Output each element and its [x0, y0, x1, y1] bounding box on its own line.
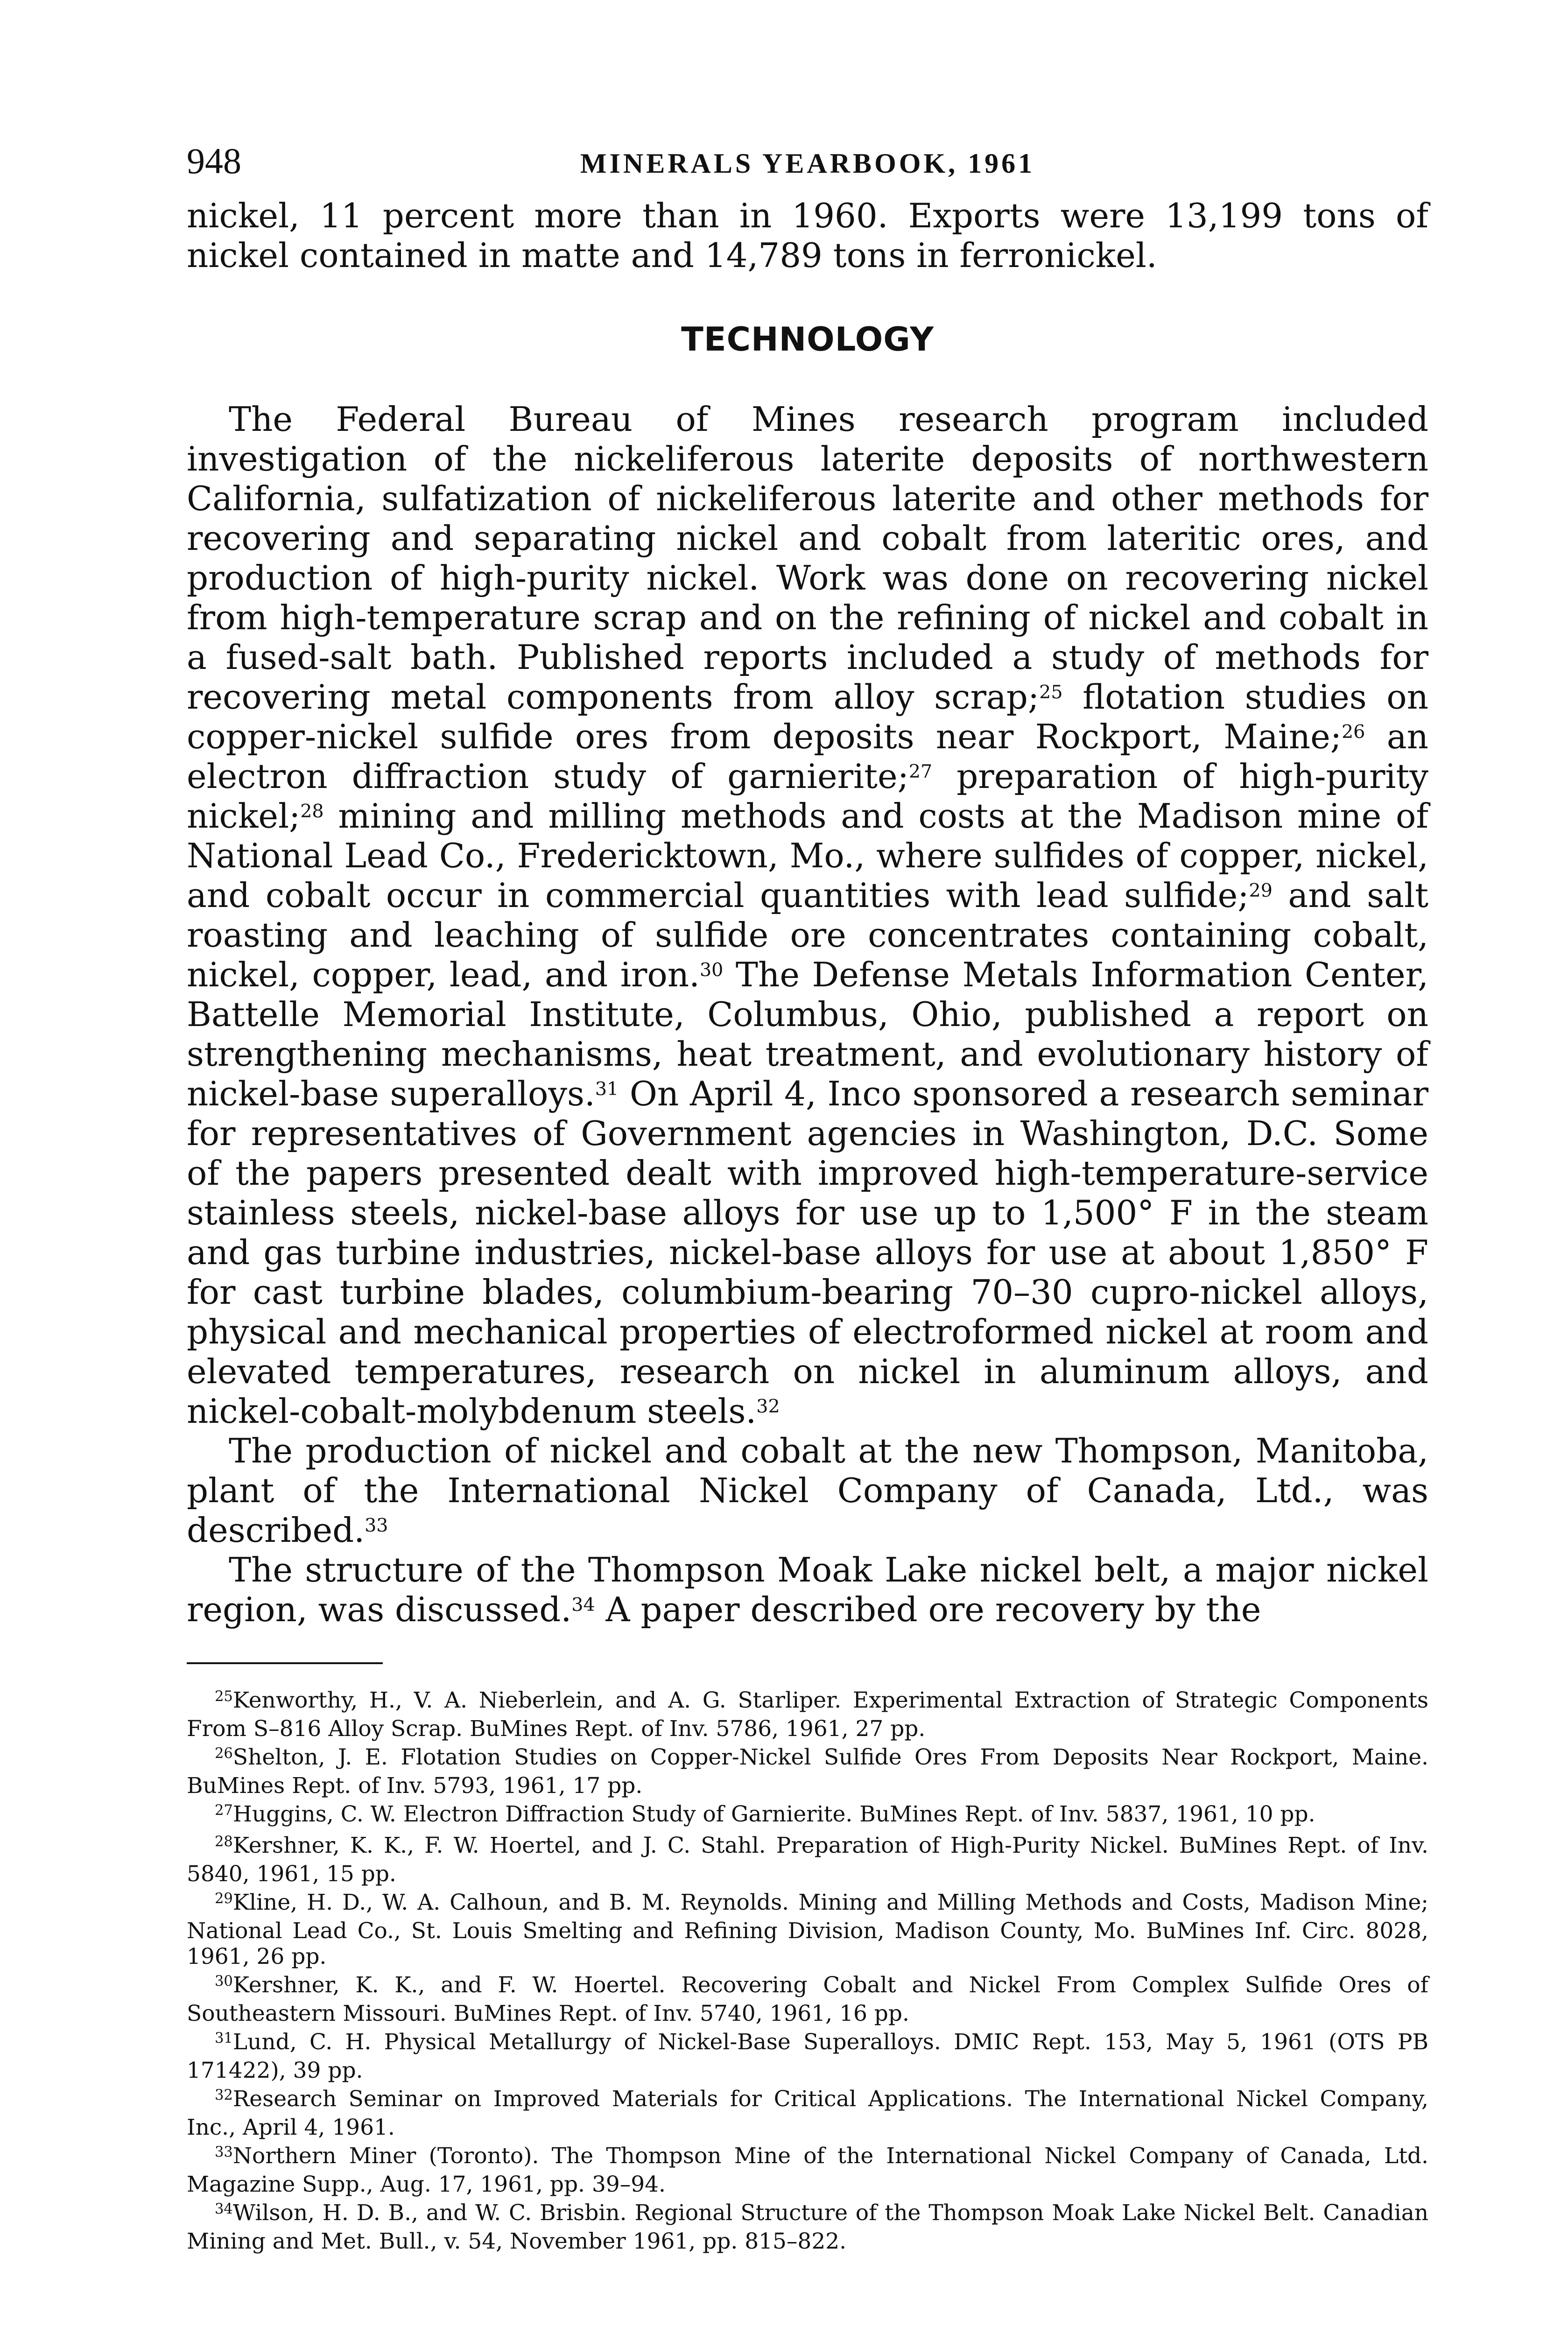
footnote-32	[187, 2086, 1428, 2140]
footnote-ref-29: 29	[1249, 880, 1273, 902]
page-number: 948	[187, 141, 241, 181]
technology-paragraph-1	[187, 400, 1428, 1431]
footnote-25	[187, 1687, 1428, 1742]
footnote-list	[187, 1687, 1428, 2254]
footnote-mark: 25	[215, 1688, 233, 1705]
footnote-divider	[187, 1662, 383, 1664]
text-run: and salt roasting and leaching of sulfide ore concentrates containing cobalt, nickel, copper, lead, and iron.	[187, 876, 1429, 994]
footnote-26	[187, 1744, 1428, 1799]
footnote-28	[187, 1833, 1428, 1887]
footnote-ref-31: 31	[595, 1078, 619, 1100]
text-run: mining and milling methods and costs at the Madison mine of National Lead Co., Fredericktown, Mo., where sulfides of copper, nickel, and cobalt occur in commercial quantities with lead sulfide;	[187, 796, 1428, 915]
running-header	[187, 140, 1428, 196]
footnote-ref-32: 32	[756, 1396, 780, 1418]
footnote-34	[187, 2200, 1428, 2254]
footnote-ref-33: 33	[365, 1515, 388, 1537]
footnote-mark: 31	[215, 2030, 233, 2047]
section-heading: TECHNOLOGY	[681, 320, 934, 359]
footnote-text: Huggins, C. W. Electron Diffraction Study of Garnierite. BuMines Rept. of Inv. 5837, 1961, 10 pp.	[232, 1801, 1315, 1827]
footnote-text: Research Seminar on Improved Materials for Critical Applications. The International Nickel Company, Inc., April 4, 1961.	[187, 2086, 1428, 2140]
text-run: A paper described ore recovery by the	[595, 1590, 1261, 1629]
footnote-31	[187, 2029, 1428, 2083]
footnote-mark: 26	[215, 1745, 233, 1762]
footnote-text: Kershner, K. K., and F. W. Hoertel. Recovering Cobalt and Nickel From Complex Sulfide Ores of Southeastern Missouri. BuMines Rept. of Inv. 5740, 1961, 16 pp.	[187, 1972, 1428, 2026]
footnote-text: Kline, H. D., W. A. Calhoun, and B. M. Reynolds. Mining and Milling Methods and Costs, Madison Mine; National Lead Co., St. Louis Smelting and Refining Division, Madison County, Mo. BuMines Inf. Circ. 8028, 1961, 26 pp.	[187, 1890, 1428, 1969]
technology-paragraph-3	[187, 1550, 1428, 1630]
text-run: an electron diffraction study of garnierite;	[187, 717, 1428, 796]
footnote-33	[187, 2143, 1428, 2197]
footnote-ref-30: 30	[699, 959, 724, 981]
footnote-mark: 32	[215, 2087, 233, 2104]
technology-paragraph-2	[187, 1431, 1428, 1550]
footnote-29	[187, 1890, 1428, 1969]
footnote-mark: 30	[215, 1973, 233, 1990]
text-run: The production of nickel and cobalt at the new Thompson, Manitoba, plant of the International Nickel Company of Canada, Ltd., was described.	[187, 1431, 1428, 1550]
footnote-mark: 28	[215, 1834, 233, 1850]
text-run: preparation of high-purity nickel;	[187, 757, 1429, 836]
footnote-mark: 29	[215, 1891, 233, 1907]
document-page	[187, 140, 1428, 2257]
text-run: flotation studies on copper-nickel sulfide ores from deposits near Rockport, Maine;	[187, 677, 1428, 756]
journal-title: MINERALS YEARBOOK, 1961	[580, 148, 1035, 179]
footnote-mark: 27	[215, 1802, 233, 1819]
footnote-text: Shelton, J. E. Flotation Studies on Copper-Nickel Sulfide Ores From Deposits Near Rockport, Maine. BuMines Rept. of Inv. 5793, 1961, 17 pp.	[187, 1744, 1428, 1799]
text-run: The Defense Metals Information Center, Battelle Memorial Institute, Columbus, Ohio, published a report on strengthening mechanisms, heat treatment, and evolutionary history of nickel-base superalloys.	[187, 955, 1428, 1113]
footnote-ref-34: 34	[571, 1594, 595, 1616]
footnote-mark: 33	[215, 2144, 233, 2161]
text-run: The structure of the Thompson Moak Lake nickel belt, a major nickel region, was discussed.	[187, 1550, 1428, 1629]
opening-paragraph: nickel, 11 percent more than in 1960. Exports were 13,199 tons of nickel contained in matte and 14,789 tons in ferronickel.	[187, 196, 1428, 275]
footnote-mark: 34	[215, 2201, 233, 2218]
text-run: The Federal Bureau of Mines research program included investigation of the nickeliferous laterite deposits of northwestern California, sulfatization of nickeliferous laterite and other methods for recovering and separating nickel and cobalt from lateritic ores, and production of high-purity nickel. Work was done on recovering nickel from high-temperature scrap and on the refining of nickel and cobalt in a fused-salt bath. Published reports included a study of methods for recovering metal components from alloy scrap;	[187, 400, 1428, 717]
footnote-text: Wilson, H. D. B., and W. C. Brisbin. Regional Structure of the Thompson Moak Lake Nickel Belt. Canadian Mining and Met. Bull., v. 54, November 1961, pp. 815–822.	[187, 2200, 1428, 2254]
footnote-ref-25: 25	[1039, 682, 1063, 703]
footnote-text: Lund, C. H. Physical Metallurgy of Nickel-Base Superalloys. DMIC Rept. 153, May 5, 1961 (OTS PB 171422), 39 pp.	[187, 2029, 1428, 2083]
footnote-ref-27: 27	[908, 761, 933, 783]
footnote-text: Kenworthy, H., V. A. Nieberlein, and A. G. Starliper. Experimental Extraction of Strategic Components From S–816 Alloy Scrap. BuMines Rept. of Inv. 5786, 1961, 27 pp.	[187, 1687, 1428, 1742]
footnote-30	[187, 1972, 1428, 2026]
footnote-ref-28: 28	[300, 801, 324, 823]
footnote-text: Northern Miner (Toronto). The Thompson Mine of the International Nickel Company of Canada, Ltd. Magazine Supp., Aug. 17, 1961, pp. 39–94.	[187, 2143, 1428, 2197]
footnote-text: Kershner, K. K., F. W. Hoertel, and J. C. Stahl. Preparation of High-Purity Nickel. BuMines Rept. of Inv. 5840, 1961, 15 pp.	[187, 1833, 1428, 1887]
footnote-ref-26: 26	[1342, 721, 1365, 743]
footnote-27	[187, 1801, 1428, 1830]
text-run: On April 4, Inco sponsored a research seminar for representatives of Government agencies in Washington, D.C. Some of the papers presented dealt with improved high-temperature-service stainless steels, nickel-base alloys for use up to 1,500° F in the steam and gas turbine industries, nickel-base alloys for use at about 1,850° F for cast turbine blades, columbium-bearing 70–30 cupro-nickel alloys, physical and mechanical properties of electroformed nickel at room and elevated temperatures, research on nickel in aluminum alloys, and nickel-cobalt-molybdenum steels.	[187, 1074, 1428, 1431]
